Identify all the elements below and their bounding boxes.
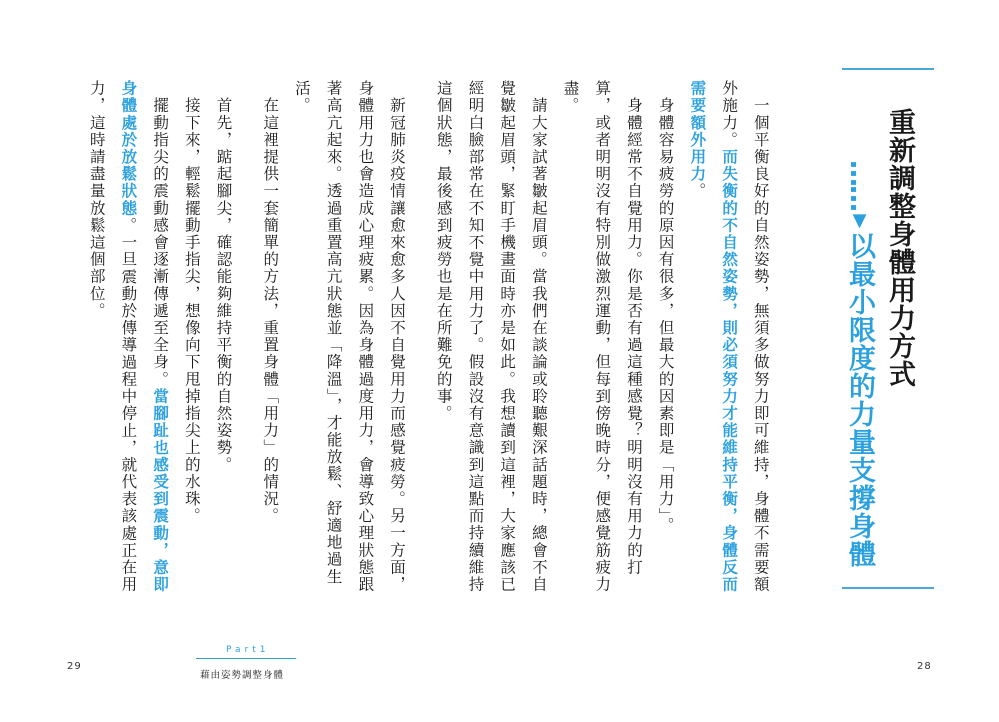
paragraph-text: 在這裡提供一套簡單的方法，重置身體「用力」的情況。 <box>261 97 280 525</box>
body-paragraph <box>554 80 649 610</box>
paragraph-indent <box>752 80 770 97</box>
paragraph-indent <box>625 80 643 97</box>
body-paragraph <box>254 80 286 610</box>
body-paragraph <box>80 80 175 610</box>
paragraph-text: 。一旦震動於傳導過程中停止，就代表該處正在用力，這時請盡量放鬆這個部位。 <box>87 80 138 594</box>
paragraph-text: 一個平衡良好的自然姿勢，無須多做努力即可維持，身體不需要額外施力。 <box>720 80 770 594</box>
paragraph-text: 接下來，輕鬆擺動手指尖，想像向下甩掉指尖上的水珠。 <box>182 97 201 525</box>
body-paragraph <box>285 80 412 610</box>
body-paragraph <box>427 80 554 610</box>
paragraph-indent <box>388 80 406 97</box>
paragraph-text: 身體容易疲勞的原因有很多，但最大的因素即是「用力」。 <box>656 97 675 534</box>
footer-part-label: Part1 <box>226 645 270 655</box>
title-top-rule <box>842 68 934 70</box>
paragraph-text: 身體經常不自覺用力。你是否有過這種感覺？明明沒有用力的打算，或者明明沒有特別做激烈運動，但每到傍晚時分，便感覺筋疲力盡。 <box>561 80 643 593</box>
page-subtitle <box>840 160 879 568</box>
paragraph-indent <box>657 80 675 97</box>
paragraph-indent <box>151 80 169 97</box>
footer-book-title: 藉由姿勢調整身體 <box>200 670 285 681</box>
body-paragraph <box>175 80 207 610</box>
subtitle-dots: …… <box>844 160 875 210</box>
page-number-left: 29 <box>67 661 82 672</box>
body-paragraph <box>207 80 239 610</box>
arrow-down-icon: ▼ <box>849 210 870 232</box>
paragraph-text: 新冠肺炎疫情讓愈來愈多人因不自覺用力而感覺疲勞。另一方面，身體用力也會造成心理疲累。因為身體過度用力，會導致心理狀態跟著高亢起來。透過重置高亢狀態並「降溫」，才能放鬆、舒適地過生活。 <box>292 80 407 594</box>
footer-rule <box>196 658 296 659</box>
paragraph-text: 首先，踮起腳尖，確認能夠維持平衡的自然姿勢。 <box>214 97 233 474</box>
body-text <box>80 80 776 610</box>
subtitle-text: 以最小限度的力量支撐身體 <box>844 232 875 568</box>
body-paragraph <box>649 80 681 610</box>
body-paragraph <box>681 80 776 610</box>
title-bottom-rule <box>842 587 934 589</box>
paragraph-text: 擺動指尖的震動感會逐漸傳遞至全身。 <box>151 97 170 388</box>
page-number-right: 28 <box>917 661 932 672</box>
paragraph-text: 。 <box>688 182 707 200</box>
page-title: 重新調整身體用力方式 <box>884 108 915 388</box>
paragraph-indent <box>530 80 548 97</box>
paragraph-indent <box>261 80 279 97</box>
paragraph-indent <box>183 80 201 97</box>
paragraph-text: 請大家試著皺起眉頭。當我們在談論或聆聽艱深話題時，總會不自覺皺起眉頭，緊盯手機畫面時亦是如此。我想讀到這裡，大家應該已經明白臉部常在不知不覺中用力了。假設沒有意識到這點而持續維持這個狀態，最後感到疲勞也是在所難免的事。 <box>434 80 548 594</box>
highlight-text: 而失衡的不自然姿勢，則必須努力才能維持平衡，身體反而需要額外用力 <box>688 80 739 594</box>
paragraph-indent <box>215 80 233 97</box>
highlight-text: 當腳趾也感受到震動，意即身體處於放鬆狀態 <box>119 80 170 594</box>
